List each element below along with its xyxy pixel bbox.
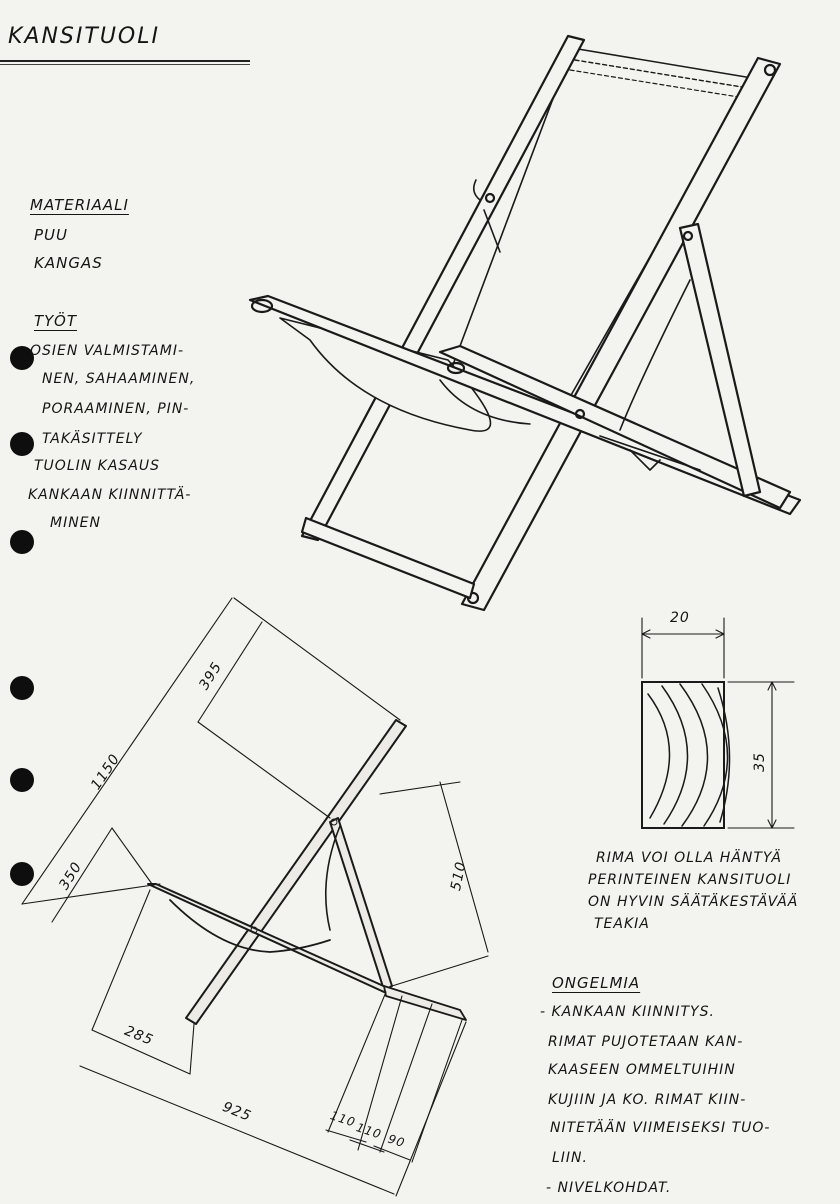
slat-width: 20 bbox=[670, 610, 690, 626]
slat-note-line: RIMA VOI OLLA HÄNTYÄ bbox=[596, 850, 782, 866]
works-line: TUOLIN KASAUS bbox=[34, 458, 161, 474]
slat-height: 35 bbox=[751, 752, 768, 772]
problems-heading: ONGELMIA bbox=[552, 974, 641, 992]
dim-925: 925 bbox=[220, 1099, 254, 1125]
works-line: NEN, SAHAAMINEN, bbox=[42, 371, 196, 387]
dim-90: 90 bbox=[386, 1131, 408, 1151]
dim-350: 350 bbox=[56, 859, 86, 893]
problems-line: KAASEEN OMMELTUIHIN bbox=[548, 1062, 736, 1078]
works-line: KANKAAN KIINNITTÄ- bbox=[28, 487, 192, 503]
dim-395: 395 bbox=[196, 659, 226, 693]
works-line: MINEN bbox=[50, 515, 101, 531]
problems-line: KUJIIN JA KO. RIMAT KIIN- bbox=[548, 1092, 747, 1108]
dim-1150: 1150 bbox=[88, 751, 124, 793]
slat-note-line: PERINTEINEN KANSITUOLI bbox=[588, 872, 792, 888]
works-line: PORAAMINEN, PIN- bbox=[42, 401, 190, 417]
works-line: OSIEN VALMISTAMI- bbox=[30, 343, 185, 359]
page-title: KANSITUOLI bbox=[8, 24, 160, 49]
dim-510: 510 bbox=[447, 859, 470, 893]
dim-110-b: 110 bbox=[354, 1120, 384, 1142]
dim-110-a: 110 bbox=[328, 1108, 358, 1130]
materials-heading: MATERIAALI bbox=[30, 196, 129, 214]
slat-note-line: ON HYVIN SÄÄTÄKESTÄVÄÄ bbox=[588, 894, 799, 910]
problems-line: - KANKAAN KIINNITYS. bbox=[540, 1004, 715, 1020]
problems-line: RIMAT PUJOTETAAN KAN- bbox=[548, 1034, 744, 1050]
works-line: TAKÄSITTELY bbox=[42, 431, 143, 447]
works-heading: TYÖT bbox=[34, 312, 78, 330]
problems-line: NITETÄÄN VIIMEISEKSI TUO- bbox=[550, 1120, 771, 1136]
material-item: KANGAS bbox=[34, 254, 103, 272]
material-item: PUU bbox=[34, 226, 69, 244]
problems-line: LIIN. bbox=[552, 1150, 588, 1166]
problems-line: - NIVELKOHDAT. bbox=[546, 1180, 672, 1196]
dim-285: 285 bbox=[122, 1023, 156, 1049]
slat-note-line: TEAKIA bbox=[594, 916, 650, 932]
